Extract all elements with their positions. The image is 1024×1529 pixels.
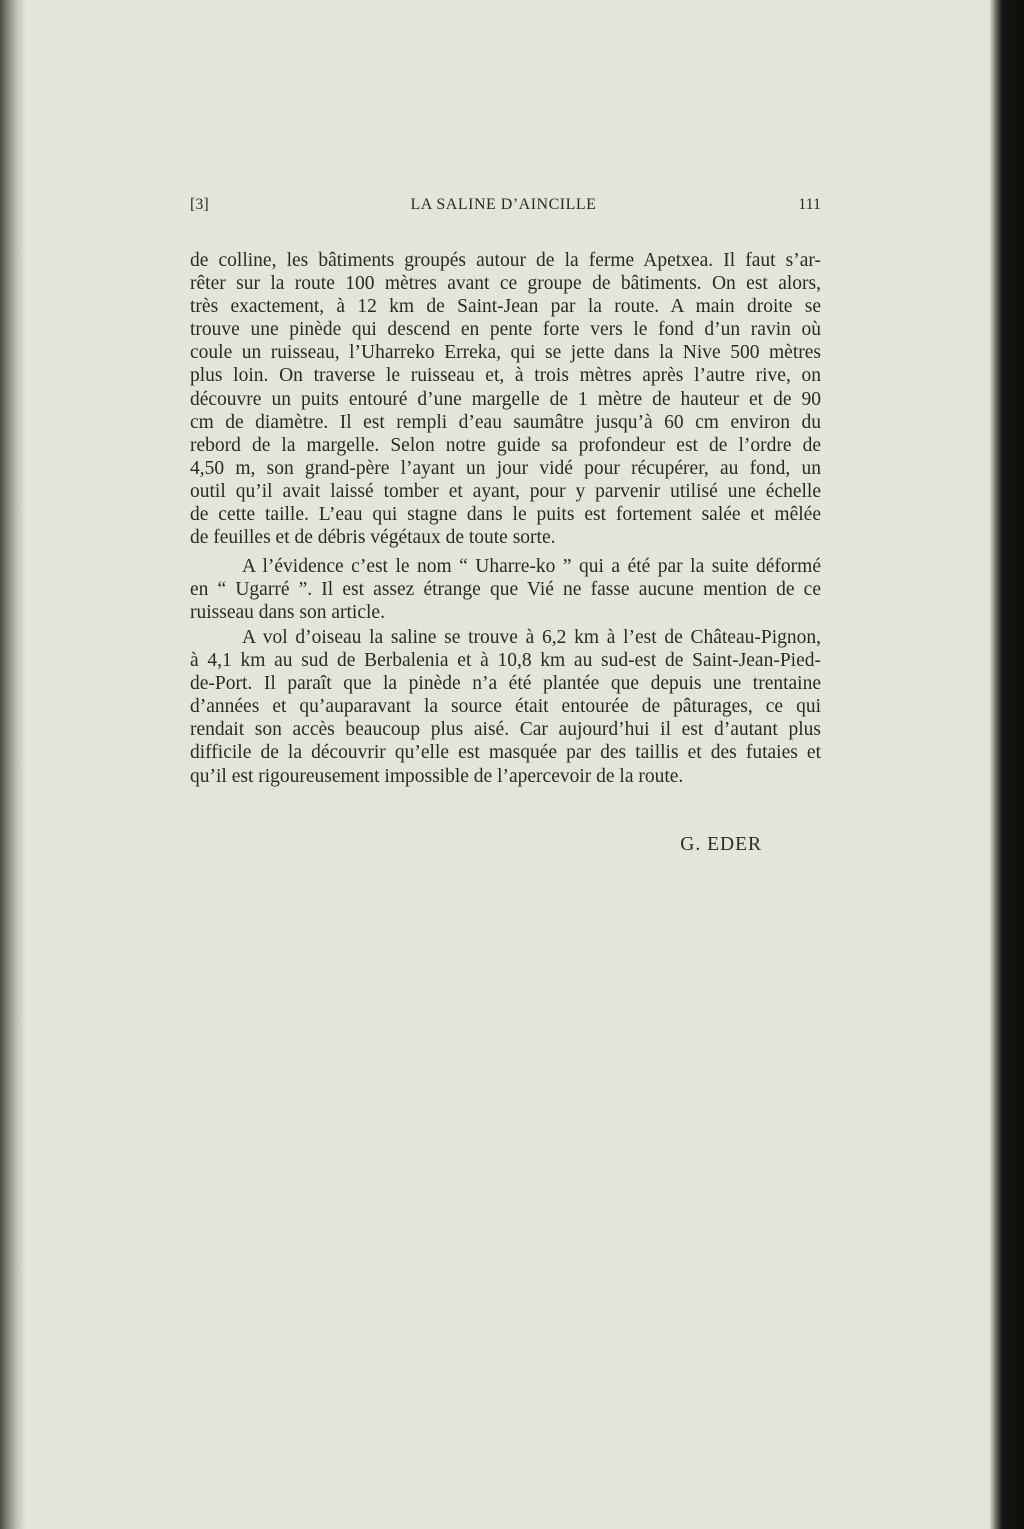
running-header — [190, 196, 821, 214]
page-binding-shadow — [0, 0, 26, 1529]
text-line: de colline, les bâtiments groupés autour de la ferme Apetxea. Il faut s’ar- — [190, 250, 821, 271]
paragraph-1 — [190, 249, 821, 549]
text-line: d’années et qu’auparavant la source était entourée de pâturages, ce qui — [190, 696, 821, 718]
scan-border — [990, 0, 1024, 1529]
paragraph-3 — [190, 626, 821, 788]
text-line: 4,50 m, son grand-père l’ayant un jour vidé pour récupérer, au fond, un — [190, 457, 821, 479]
text-line: découvre un puits entouré d’une margelle de 1 mètre de hauteur et de 90 — [190, 388, 821, 410]
text-line: A l’évidence c’est le nom “ Uharre-ko ” qui a été par la suite déformé — [242, 556, 821, 577]
text-line: cm de diamètre. Il est rempli d’eau saumâtre jusqu’à 60 cm environ du — [190, 411, 821, 433]
text-line: en “ Ugarré ”. Il est assez étrange que Vié ne fasse aucune mention de ce — [190, 579, 821, 601]
section-number: [3] — [190, 196, 209, 213]
text-line: de-Port. Il paraît que la pinède n’a été plantée que depuis une trentaine — [190, 673, 821, 695]
text-line: de cette taille. L’eau qui stagne dans le puits est fortement salée et mêlée — [190, 504, 821, 526]
text-line: de feuilles et de débris végétaux de toute sorte. — [190, 527, 556, 549]
text-line: A vol d’oiseau la saline se trouve à 6,2 km à l’est de Château-Pignon, — [242, 627, 821, 648]
text-line: plus loin. On traverse le ruisseau et, à trois mètres après l’autre rive, on — [190, 365, 821, 387]
text-line: outil qu’il avait laissé tomber et ayant, pour y parvenir utilisé une échelle — [190, 480, 821, 502]
text-line: rebord de la margelle. Selon notre guide sa profondeur est de l’ordre de — [190, 434, 821, 456]
running-title: LA SALINE D’AINCILLE — [410, 196, 597, 213]
page-number: 111 — [798, 196, 821, 213]
text-line: difficile de la découvrir qu’elle est masquée par des taillis et des futaies et — [190, 742, 821, 764]
text-line: coule un ruisseau, l’Uharreko Erreka, qui se jette dans la Nive 500 mètres — [190, 342, 821, 364]
paragraph-2 — [190, 555, 821, 624]
author-signature: G. EDER — [680, 834, 762, 855]
text-line: très exactement, à 12 km de Saint-Jean par la route. A main droite se — [190, 296, 821, 318]
text-line: qu’il est rigoureusement impossible de l’apercevoir de la route. — [190, 765, 684, 787]
text-line: rêter sur la route 100 mètres avant ce groupe de bâtiments. On est alors, — [190, 273, 821, 295]
text-line: ruisseau dans son article. — [190, 602, 385, 624]
text-line: trouve une pinède qui descend en pente forte vers le fond d’un ravin où — [190, 319, 821, 341]
text-line: à 4,1 km au sud de Berbalenia et à 10,8 km au sud-est de Saint-Jean-Pied- — [190, 650, 821, 672]
text-line: rendait son accès beaucoup plus aisé. Car aujourd’hui il est d’autant plus — [190, 719, 821, 741]
